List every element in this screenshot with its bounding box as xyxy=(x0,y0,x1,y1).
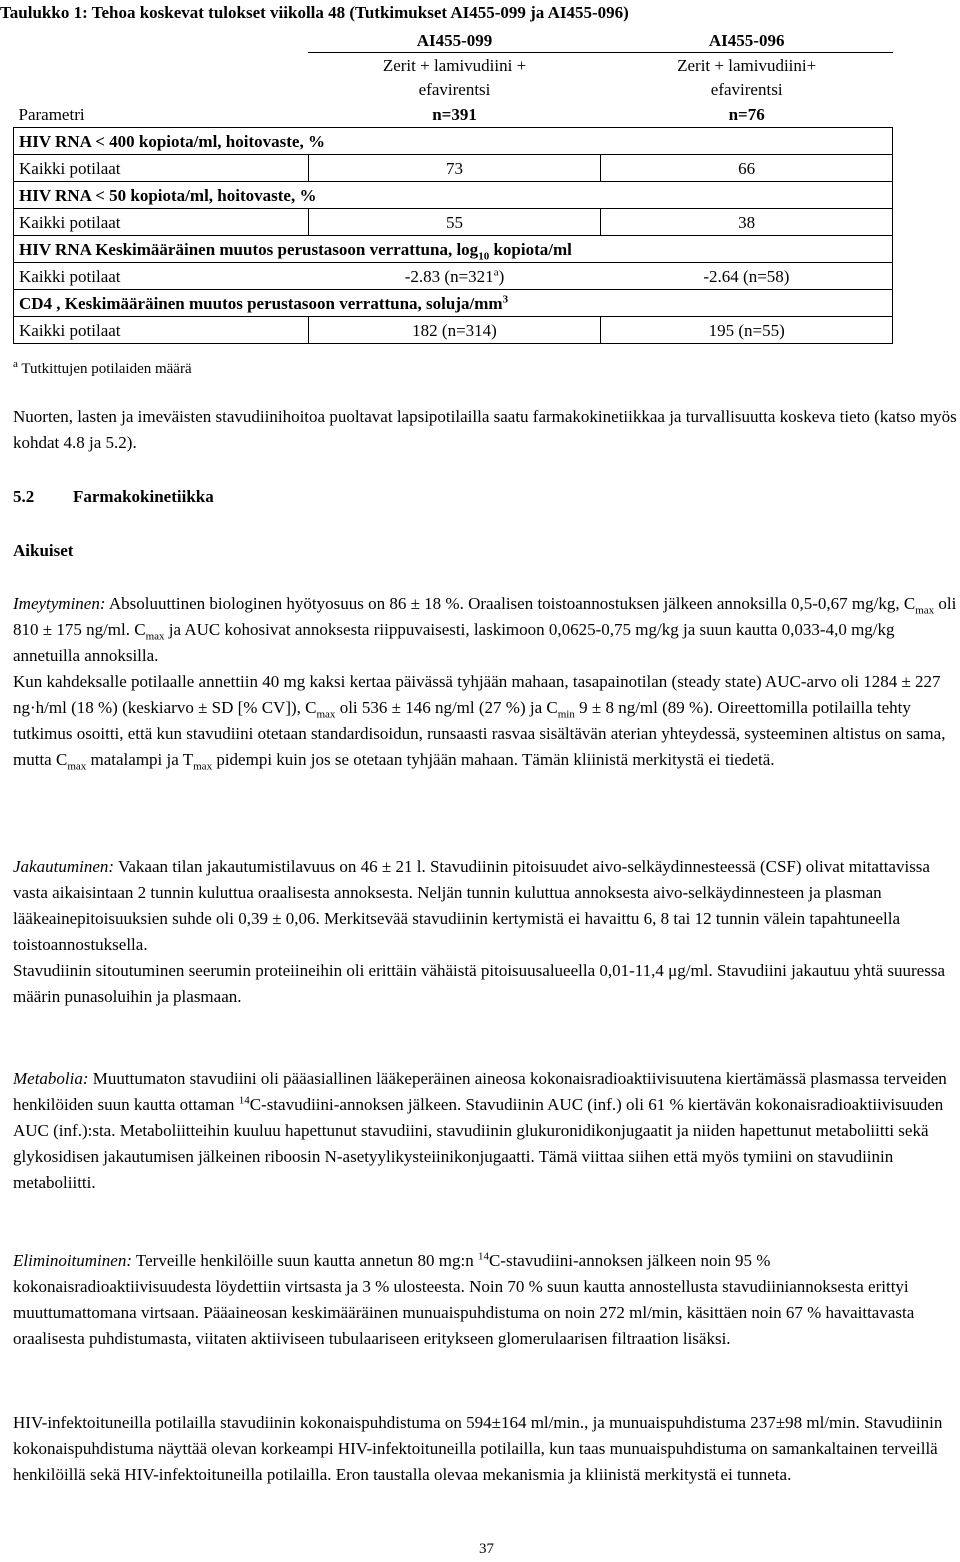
row-label: Kaikki potilaat xyxy=(14,263,309,290)
subheading: Aikuiset xyxy=(13,541,74,560)
row-value: 182 (n=314) xyxy=(308,317,601,344)
section-label: HIV RNA Keskimääräinen muutos perustasoon verrattuna, $\log_{10}$ kopiota/ml xyxy=(14,236,893,263)
treatment-2-line-1: Zerit + lamivudiini+ xyxy=(677,56,817,75)
row-value: 66 xyxy=(601,155,893,182)
hiv-clearance-paragraph: HIV-infektoituneilla potilailla stavudiinin kokonaispuhdistuma on 594±164 ml/min., ja munuaispuhdistuma 237±98 ml/min. Stavudiinin kokonaispuhdistuma näyttää olevan korkeampi HIV-infektoituneilla potilailla, kun taas munuaispuhdistuma on samankaltainen terveillä henkilöillä sekä HIV-infektoituneilla potilailla. Eron taustalla olevaa mekanismia ja kliinistä merkitystä ei tunneta. xyxy=(13,1413,943,1484)
parameter-header-row xyxy=(14,101,893,128)
row-label: Kaikki potilaat xyxy=(14,209,309,236)
intro-paragraph: Nuorten, lasten ja imeväisten stavudiinihoitoa puoltavat lapsipotilailla saatu farmakokinetiikkaa ja turvallisuutta koskeva tieto (katso myös kohdat 4.8 ja 5.2). xyxy=(13,407,957,452)
section-row xyxy=(14,236,893,263)
section-row xyxy=(14,290,893,317)
table-row xyxy=(14,209,893,236)
treatment-1-line-1: Zerit + lamivudiini + xyxy=(382,56,527,75)
section-row xyxy=(14,182,893,209)
section-label: CD4 , Keskimääräinen muutos perustasoon verrattuna, soluja/$mm^3$ xyxy=(14,290,893,317)
section-heading: 5.2 Farmakokinetiikka xyxy=(13,487,214,506)
treatment-row-2 xyxy=(14,77,893,101)
section-row xyxy=(14,128,893,155)
table-header-row xyxy=(14,28,893,53)
study-1-header: AI455-099 xyxy=(308,28,601,53)
table-caption: Taulukko 1: Tehoa koskevat tulokset viikolla 48 (Tutkimukset AI455-099 ja AI455-096) xyxy=(0,3,629,22)
treatment-row-1 xyxy=(14,53,893,78)
row-value: -2.64 (n=58) xyxy=(601,263,893,290)
section-label: HIV RNA < 400 kopiota/ml, hoitovaste, % xyxy=(14,128,893,155)
treatment-2-line-2: efavirentsi xyxy=(710,80,783,99)
row-label: Kaikki potilaat xyxy=(14,317,309,344)
table-row xyxy=(14,263,893,290)
efficacy-table xyxy=(13,28,893,344)
row-label: Kaikki potilaat xyxy=(14,155,309,182)
page-number: 37 xyxy=(479,1541,494,1557)
table-footnote: $^a$ Tutkittujen potilaiden määrä xyxy=(13,358,192,377)
absorption-paragraph: Imeytyminen: Absoluuttinen biologinen hyötyosuus on 86 ± 18 %. Oraalisen toistoannostuksen jälkeen annoksilla 0,5-0,67 mg/kg, $C_{max}$ oli 810 ± 175 ng/ml. $C_{max}$ ja AUC kohosivat annoksesta riippuvaisesti, laskimoon 0,0625-0,75 mg/kg ja suun kautta 0,033-4,0 mg/kg annetuilla annoksilla. Kun kahdeksalle potilaalle annettiin 40 mg kaksi kertaa päivässä tyhjään mahaan, tasapainotilan (steady state) AUC-arvo oli 1284 ± 227 ng·h/ml (18 %) (keskiarvo ± SD [% CV]), $C_{max}$ oli 536 ± 146 ng/ml (27 %) ja $C_{min}$ 9 ± 8 ng/ml (89 %). Oireettomilla potilailla tehty tutkimus osoitti, että kun stavudiini otetaan standardisoidun, runsaasti rasvaa sisältävän aterian yhteydessä, systeeminen altistus on sama, mutta $C_{max}$ matalampi ja $T_{max}$ pidempi kuin jos se otetaan tyhjään mahaan. Tämän kliinistä merkitystä ei tiedetä. xyxy=(13,594,957,773)
section-label: HIV RNA < 50 kopiota/ml, hoitovaste, % xyxy=(14,182,893,209)
row-value: 38 xyxy=(601,209,893,236)
n-study-2: n=76 xyxy=(728,105,765,124)
treatment-1-line-2: efavirentsi xyxy=(418,80,491,99)
row-value: -2.83 $(n=321^a)$ xyxy=(308,263,601,290)
study-2-header: AI455-096 xyxy=(601,28,893,53)
row-value: 55 xyxy=(308,209,601,236)
metabolism-paragraph: Metabolia: Muuttumaton stavudiini oli pääasiallinen lääkeperäinen aineosa kokonaisradioaktiivisuutena kiertämässä plasmassa terveiden henkilöiden suun kautta ottaman $^{14}$C-stavudiini-annoksen jälkeen. Stavudiinin AUC (inf.) oli 61 % kiertävän kokonaisradioaktiivisuuden AUC (inf.):sta. Metaboliitteihin kuuluu hapettunut stavudiini, stavudiinin glukuronidikonjugaatit ja niiden hapettunut metaboliitti sekä glykosidisen jakautumisen jälkeinen riboosin N-asetyylikysteiinikonjugaatti. Tämä viittaa siihen että myös tymiini on stavudiinin metaboliitti. xyxy=(13,1069,947,1192)
distribution-paragraph: Jakautuminen: Vakaan tilan jakautumistilavuus on 46 ± 21 l. Stavudiinin pitoisuudet aivo-selkäydinnesteessä (CSF) olivat mitattavissa vasta aikaisintaan 2 tunnin kuluttua oraalisesta annoksesta. Neljän tunnin kuluttua annoksesta aivo-selkäydinnesteen ja plasman lääkeainepitoisuuksien suhde oli 0,39 ± 0,06. Merkitsevää stavudiinin kertymistä ei havaittu 6, 8 tai 12 tunnin välein tapahtuneella toistoannostuksella. Stavudiinin sitoutuminen seerumin proteiineihin oli erittäin vähäistä pitoisuusalueella 0,01-11,4 μg/ml. Stavudiini jakautuu yhtä suuressa määrin punasoluihin ja plasmaan. xyxy=(13,857,946,1006)
row-value: 73 xyxy=(308,155,601,182)
row-value: 195 (n=55) xyxy=(601,317,893,344)
table-row xyxy=(14,155,893,182)
n-study-1: n=391 xyxy=(432,105,477,124)
table-row xyxy=(14,317,893,344)
elimination-paragraph: Eliminoituminen: Terveille henkilöille suun kautta annetun 80 mg:n $^{14}$C-stavudiini-annoksen jälkeen noin 95 % kokonaisradioaktiivisuudesta löydettiin virtsasta ja 3 % ulosteesta. Noin 70 % suun kautta annostellusta stavudiiniannoksesta erittyi muuttumattomana virtsaan. Pääaineosan keskimääräinen munuaispuhdistuma on noin 272 ml/min, käsittäen noin 67 % havaittavasta oraalisesta puhdistumasta, viitaten aktiiviseen tubulaariseen eritykseen glomerulaarisen filtraation lisäksi. xyxy=(13,1250,915,1348)
parameter-label: Parametri xyxy=(18,105,85,124)
